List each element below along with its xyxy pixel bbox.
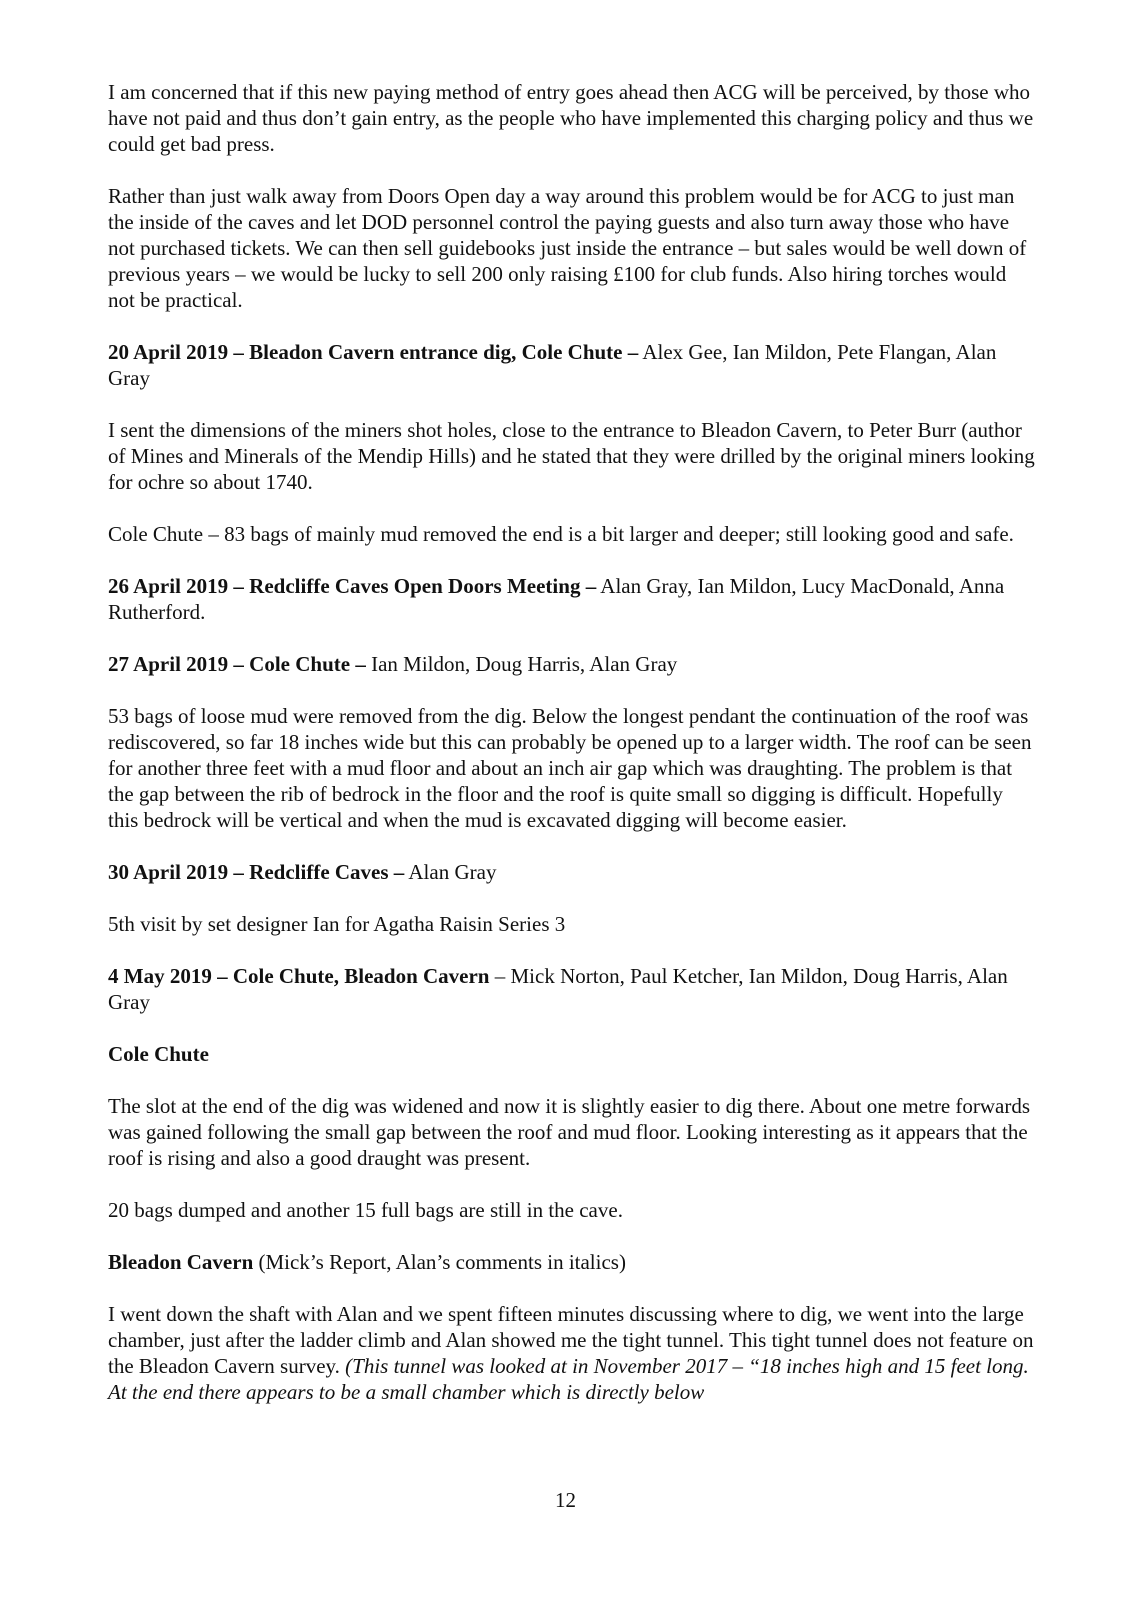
entry-20-april	[108, 339, 1038, 391]
paragraph-entry-alternative: Rather than just walk away from Doors Open day a way around this problem would be for ACG to just man the inside of the caves and let DOD personnel control the paying guests and also turn away those who have not purchased tickets. We can then sell guidebooks just inside the entrance – but sales would be well down of previous years – we would be lucky to sell 200 only raising £100 for club funds. Also hiring torches would not be practical.	[108, 184, 1027, 312]
report-comment-italic: (This tunnel was looked at in November 2017 – “18 inches high and 15 feet long. At the end there appears to be a small chamber which is directly below	[108, 1354, 1029, 1404]
subheading-bleadon-cavern	[108, 1249, 1038, 1275]
entry-4-may	[108, 963, 1038, 1015]
paragraph-mick-report	[108, 1301, 1038, 1405]
entry-heading: 4 May 2019 – Cole Chute, Bleadon Cavern	[108, 964, 490, 988]
entry-30-april	[108, 859, 1038, 885]
paragraph-loose-mud: 53 bags of loose mud were removed from the dig. Below the longest pendant the continuation of the roof was rediscovered, so far 18 inches wide but this can probably be opened up to a larger width. The roof can be seen for another three feet with a mud floor and about an inch air gap which was draughting. The problem is that the gap between the rib of bedrock in the floor and the roof is quite small so digging is difficult. Hopefully this bedrock will be vertical and when the mud is excavated digging will become easier.	[108, 704, 1032, 832]
subheading-note: (Mick’s Report, Alan’s comments in italics)	[253, 1250, 626, 1274]
entry-heading: 26 April 2019 – Redcliffe Caves Open Doors Meeting –	[108, 574, 597, 598]
paragraph-entry-concern: I am concerned that if this new paying method of entry goes ahead then ACG will be perceived, by those who have not paid and thus don’t gain entry, as the people who have implemented this charging policy and thus we could get bad press.	[108, 80, 1034, 156]
paragraph-cole-chute-bags: Cole Chute – 83 bags of mainly mud removed the end is a bit larger and deeper; still looking good and safe.	[108, 522, 1014, 546]
entry-heading: 27 April 2019 – Cole Chute –	[108, 652, 366, 676]
paragraph-bags-dumped: 20 bags dumped and another 15 full bags are still in the cave.	[108, 1198, 623, 1222]
paragraph-slot-widened: The slot at the end of the dig was widened and now it is slightly easier to dig there. About one metre forwards was gained following the small gap between the roof and mud floor. Looking interesting as it appears that the roof is rising and also a good draught was present.	[108, 1094, 1031, 1170]
entry-27-april	[108, 651, 1038, 677]
entry-people: Ian Mildon, Doug Harris, Alan Gray	[365, 652, 678, 676]
entry-heading: 20 April 2019 – Bleadon Cavern entrance dig, Cole Chute –	[108, 340, 639, 364]
entry-people: Alan Gray	[404, 860, 497, 884]
report-text: I went down the shaft with Alan and we spent fifteen minutes discussing where to dig, we went into the large chamber, just after the ladder climb and Alan showed me the tight tunnel. This tight tunnel does not feature on the Bleadon Cavern survey.	[108, 1302, 1034, 1378]
page-number: 12	[555, 1488, 576, 1512]
subheading-cole-chute: Cole Chute	[108, 1042, 209, 1066]
entry-people: Alex Gee, Ian Mildon, Pete Flangan, Alan Gray	[108, 340, 997, 390]
paragraph-shot-holes: I sent the dimensions of the miners shot holes, close to the entrance to Bleadon Cavern, to Peter Burr (author of Mines and Minerals of the Mendip Hills) and he stated that they were drilled by the original miners looking for ochre so about 1740.	[108, 418, 1035, 494]
paragraph-set-designer: 5th visit by set designer Ian for Agatha Raisin Series 3	[108, 912, 566, 936]
document-body	[108, 79, 1038, 1431]
entry-heading: 30 April 2019 – Redcliffe Caves –	[108, 860, 405, 884]
entry-people: Alan Gray, Ian Mildon, Lucy MacDonald, Anna Rutherford.	[108, 574, 1005, 624]
entry-people: – Mick Norton, Paul Ketcher, Ian Mildon, Doug Harris, Alan Gray	[108, 964, 1008, 1014]
entry-26-april	[108, 573, 1038, 625]
subheading-title: Bleadon Cavern	[108, 1250, 254, 1274]
